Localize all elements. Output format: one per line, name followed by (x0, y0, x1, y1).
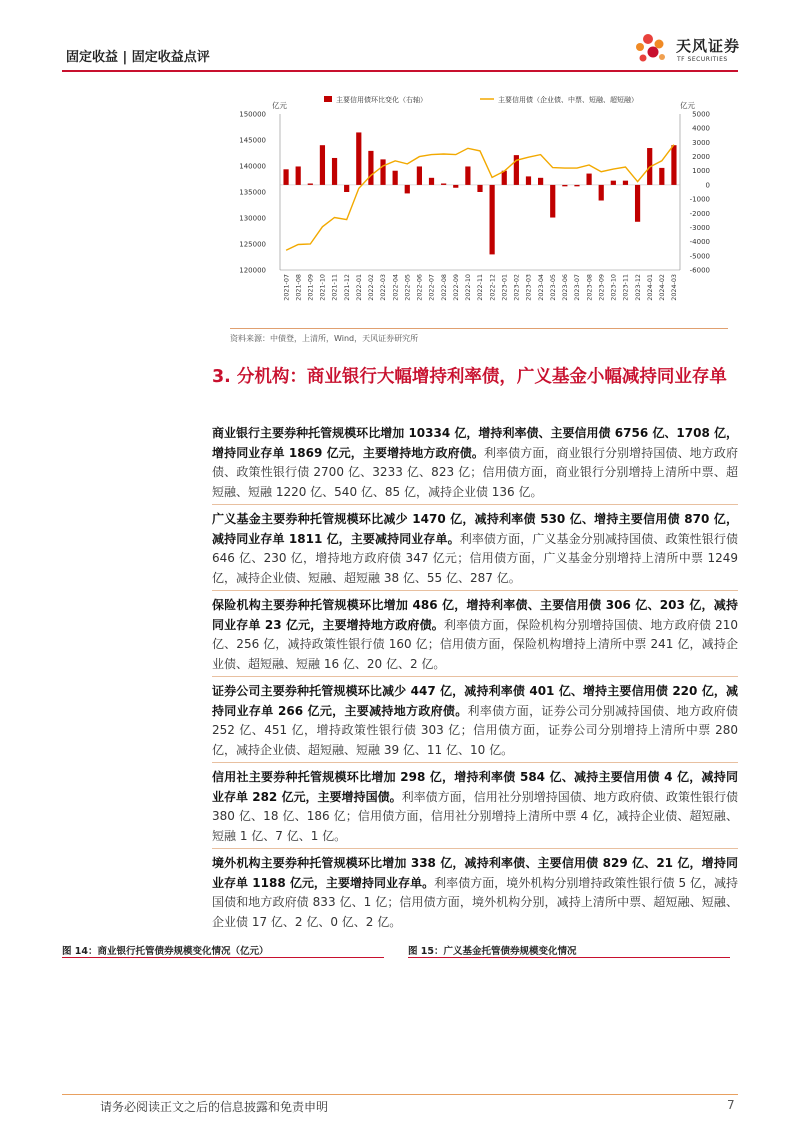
paragraph-divider (212, 676, 738, 677)
right-tick-label: 5000 (692, 110, 710, 119)
bar-mark (380, 159, 385, 185)
bar-mark (429, 178, 434, 185)
bar-mark (417, 166, 422, 184)
institution-paragraph (212, 510, 738, 588)
right-tick-label: 3000 (692, 138, 710, 147)
bar-mark (441, 183, 446, 184)
footer-disclaimer: 请务必阅读正文之后的信息披露和免责申明 (100, 1100, 329, 1114)
bar-mark (356, 132, 361, 184)
paragraph-summary: 商业银行主要券种托管规模环比增加 10334 亿，增持利率债、主要信用债 6756 亿、1708 亿，增持同业存单 1869 亿元，主要增持地方政府债。 (212, 426, 738, 460)
institution-paragraph (212, 768, 738, 846)
left-tick-label: 125000 (239, 240, 266, 249)
right-tick-label: 1000 (692, 167, 710, 176)
paragraph-divider (212, 762, 738, 763)
institution-paragraph (212, 682, 738, 760)
bar-mark (635, 185, 640, 222)
x-tick-label: 2022-01 (355, 274, 363, 301)
paragraph-divider (212, 590, 738, 591)
left-tick-label: 150000 (239, 110, 266, 119)
paragraph-detail: 利率债方面，保险机构分别增持国债、地方政府债 210 亿、256 亿，减持政策性银行债 160 亿；信用债方面，保险机构增持上清所中票 241 亿，减持企业债、超短融、短融 16 亿、20 亿、2 亿。 (212, 617, 738, 671)
left-tick-label: 120000 (239, 266, 266, 275)
logo-chinese-name: 天风证券 (676, 37, 741, 55)
institution-paragraph (212, 596, 738, 674)
x-tick-label: 2022-08 (439, 274, 448, 301)
bar-mark (599, 185, 604, 201)
bar-mark (490, 185, 495, 254)
bar-mark (586, 174, 591, 185)
paragraph-detail: 利率债方面，信用社分别增持国债、地方政府债、政策性银行债 380 亿、18 亿、186 亿；信用债方面，信用社分别增持上清所中票 4 亿，减持企业债、超短融、短融 1 亿、7 亿、1 亿。 (212, 789, 738, 843)
credit-bond-chart (232, 92, 712, 322)
right-tick-label: -4000 (689, 238, 710, 247)
x-tick-label: 2021-10 (318, 274, 327, 301)
bar-mark (623, 181, 628, 185)
bar-mark (526, 176, 531, 185)
x-tick-label: 2021-09 (306, 274, 315, 301)
bar-mark (283, 169, 288, 185)
x-tick-label: 2021-11 (330, 274, 339, 301)
figure-14-caption: 图 14：商业银行托管债券规模变化情况（亿元） (62, 946, 269, 957)
right-tick-label: 0 (705, 181, 710, 190)
x-tick-label: 2023-02 (512, 274, 521, 301)
paragraph-summary: 信用社主要券种托管规模环比增加 298 亿，增持利率债 584 亿、减持主要信用债 4 亿，减持同业存单 282 亿元，主要增持国债。 (212, 770, 738, 804)
paragraph-divider (212, 848, 738, 849)
header-divider (62, 70, 738, 72)
x-tick-label: 2023-04 (536, 274, 545, 301)
x-tick-label: 2023-12 (633, 274, 642, 301)
legend-bar-swatch (324, 96, 332, 102)
section-title: 3. 分机构：商业银行大幅增持利率债，广义基金小幅减持同业存单 (212, 367, 727, 387)
bar-mark (344, 185, 349, 192)
series-line (286, 145, 674, 251)
left-tick-label: 130000 (239, 214, 266, 223)
x-tick-label: 2022-05 (403, 274, 412, 301)
x-tick-label: 2022-07 (427, 274, 436, 301)
bar-mark (671, 145, 676, 185)
right-tick-label: -6000 (689, 266, 710, 275)
bar-mark (368, 151, 373, 185)
x-tick-label: 2021-12 (342, 274, 351, 301)
x-tick-label: 2023-05 (548, 274, 557, 301)
bar-mark (405, 185, 410, 194)
x-tick-label: 2024-03 (670, 274, 679, 301)
figure-15-caption: 图 15：广义基金托管债券规模变化情况 (408, 946, 577, 957)
footer-divider (62, 1094, 738, 1095)
paragraph-summary: 境外机构主要券种托管规模环比增加 338 亿，减持利率债、主要信用债 829 亿、21 亿，增持同业存单 1188 亿元，主要增持同业存单。 (212, 856, 738, 890)
right-tick-label: -1000 (689, 195, 710, 204)
x-tick-label: 2022-03 (379, 274, 388, 301)
bar-mark (453, 185, 458, 188)
bar-mark (611, 181, 616, 185)
x-tick-label: 2022-04 (391, 274, 400, 301)
legend-line-label: 主要信用债（企业债、中票、短融、超短融） (498, 96, 638, 104)
chart-source-note: 资料来源：中债登，上清所，Wind，天风证券研究所 (230, 334, 419, 343)
figure-15-divider (408, 957, 730, 958)
x-tick-label: 2022-06 (415, 274, 424, 301)
bar-mark (320, 145, 325, 185)
page-number: 7 (727, 1098, 735, 1112)
paragraph-summary: 保险机构主要券种托管规模环比增加 486 亿，增持利率债、主要信用债 306 亿、203 亿，减持同业存单 23 亿元，主要增持地方政府债。 (212, 598, 738, 632)
x-tick-label: 2023-06 (561, 274, 569, 301)
x-tick-label: 2022-02 (367, 274, 376, 301)
bar-mark (332, 158, 337, 185)
right-tick-label: -5000 (689, 252, 710, 261)
left-tick-label: 135000 (239, 188, 266, 197)
bar-mark (465, 166, 470, 184)
logo-english-name: TF SECURITIES (677, 56, 728, 63)
paragraph-detail: 利率债方面，境外机构分别增持政策性银行债 5 亿，减持国债和地方政府债 833 亿、1 亿；信用债方面，境外机构分别，减持上清所中票、超短融、短融、企业债 17 亿、2 亿、0 亿、2 亿。 (212, 875, 738, 929)
right-tick-label: -2000 (689, 209, 710, 218)
left-tick-label: 140000 (239, 162, 266, 171)
x-tick-label: 2023-09 (597, 274, 606, 301)
bar-mark (308, 183, 313, 184)
right-tick-label: -3000 (689, 223, 710, 232)
right-tick-label: 4000 (692, 124, 710, 133)
bar-mark (562, 185, 567, 186)
x-tick-label: 2023-01 (500, 274, 509, 301)
paragraph-detail: 利率债方面，证券公司分别减持国债、地方政府债 252 亿、451 亿，增持政策性银行债 303 亿；信用债方面，证券公司分别增持上清所中票 280 亿，减持企业债、超短融、短融 39 亿、11 亿、10 亿。 (212, 703, 738, 757)
paragraph-summary: 广义基金主要券种托管规模环比减少 1470 亿，减持利率债 530 亿、增持主要信用债 870 亿，减持同业存单 1811 亿，主要减持同业存单。 (212, 512, 738, 546)
x-tick-label: 2023-10 (609, 274, 618, 301)
left-tick-label: 145000 (239, 136, 266, 145)
left-axis-unit: 亿元 (272, 101, 287, 110)
paragraph-detail: 利率债方面，广义基金分别减持国债、政策性银行债 646 亿、230 亿，增持地方政府债 347 亿元；信用债方面，广义基金分别增持上清所中票 1249 亿，减持企业债、短融、超短融 38 亿、55 亿、287 亿。 (212, 531, 738, 585)
right-axis-unit: 亿元 (680, 101, 695, 110)
bar-mark (659, 168, 664, 185)
legend-bar-label: 主要信用债环比变化（右轴） (336, 96, 427, 104)
x-tick-label: 2022-12 (488, 274, 497, 301)
bar-mark (550, 185, 555, 218)
x-tick-label: 2023-08 (585, 274, 594, 301)
header-breadcrumb: 固定收益 | 固定收益点评 (66, 50, 210, 65)
x-tick-label: 2023-11 (621, 274, 630, 301)
institution-paragraph (212, 424, 738, 502)
bar-mark (296, 166, 301, 184)
institution-paragraph (212, 854, 738, 932)
x-tick-label: 2023-07 (573, 274, 582, 301)
x-tick-label: 2023-03 (524, 274, 533, 301)
x-tick-label: 2022-11 (476, 274, 485, 301)
paragraph-detail: 利率债方面，商业银行分别增持国债、地方政府债、政策性银行债 2700 亿、3233 亿、823 亿；信用债方面，商业银行分别增持上清所中票、超短融、短融 1220 亿、540 亿、85 亿，减持企业债 136 亿。 (212, 445, 738, 499)
figure-14-divider (62, 957, 384, 958)
paragraph-summary: 证券公司主要券种托管规模环比减少 447 亿，减持利率债 401 亿、增持主要信用债 220 亿，减持同业存单 266 亿元，主要减持地方政府债。 (212, 684, 738, 718)
bar-mark (574, 185, 579, 186)
x-tick-label: 2021-08 (294, 274, 303, 301)
x-tick-label: 2024-02 (658, 274, 666, 301)
bar-mark (538, 178, 543, 185)
source-divider (230, 328, 728, 329)
x-tick-label: 2022-10 (464, 274, 473, 301)
bar-mark (393, 171, 398, 185)
paragraph-divider (212, 504, 738, 505)
right-tick-label: 2000 (692, 153, 710, 162)
x-tick-label: 2024-01 (645, 274, 654, 301)
x-tick-label: 2022-09 (452, 274, 460, 301)
x-tick-label: 2021-07 (282, 274, 291, 301)
bar-mark (477, 185, 482, 192)
